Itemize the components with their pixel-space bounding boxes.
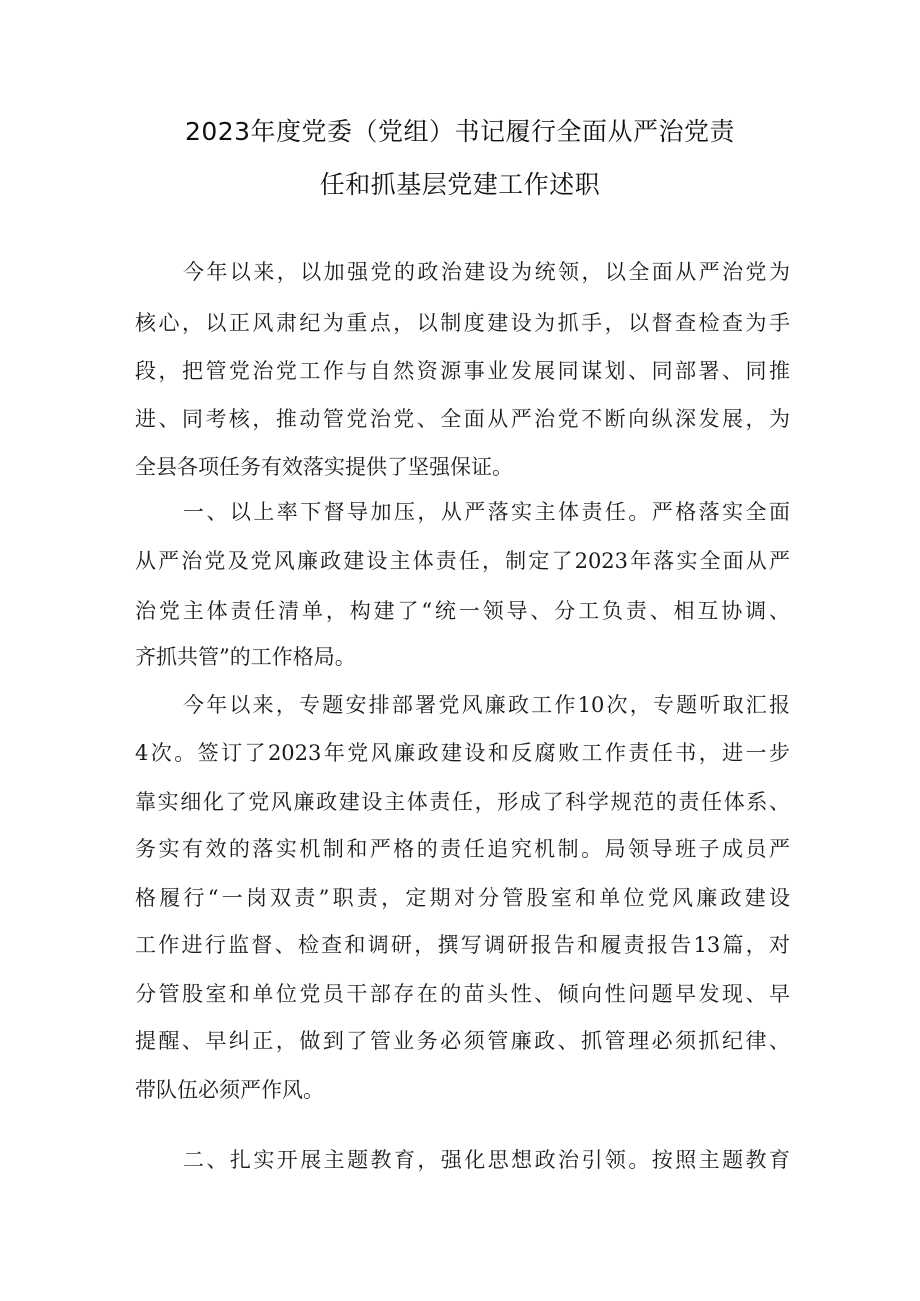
paragraph-line: 4次。签订了2023年党风廉政建设和反腐败工作责任书，进一步 — [135, 741, 790, 765]
paragraph-line: 治党主体责任清单，构建了“统一领导、分工负责、相互协调、 — [135, 599, 790, 623]
paragraph-line: 分管股室和单位党员干部存在的苗头性、倾向性问题早发现、早 — [135, 982, 790, 1006]
paragraph-line: 务实有效的落实机制和严格的责任追究机制。局领导班子成员严 — [135, 837, 790, 861]
paragraph-line: 工作进行监督、检查和调研，撰写调研报告和履责报告13篇，对 — [135, 933, 790, 957]
paragraph-line: 格履行“一岗双责”职责，定期对分管股室和单位党风廉政建设 — [135, 886, 790, 910]
paragraph-line: 段，把管党治党工作与自然资源事业发展同谋划、同部署、同推 — [135, 359, 790, 383]
paragraph-line: 核心，以正风肃纪为重点，以制度建设为抓手，以督查检查为手 — [135, 311, 790, 335]
paragraph-line: 进、同考核，推动管党治党、全面从严治党不断向纵深发展，为 — [135, 407, 790, 431]
document-title-line-2: 任和抓基层党建工作述职 — [319, 170, 601, 199]
paragraph-line: 今年以来，专题安排部署党风廉政工作10次，专题听取汇报 — [183, 693, 790, 717]
paragraph-line: 提醒、早纠正，做到了管业务必须管廉政、抓管理必须抓纪律、 — [135, 1029, 790, 1053]
paragraph-line: 靠实细化了党风廉政建设主体责任，形成了科学规范的责任体系、 — [135, 790, 790, 814]
paragraph-line: 齐抓共管”的工作格局。 — [135, 645, 356, 669]
document-title-line-1: 2023年度党委（党组）书记履行全面从严治党责 — [184, 117, 736, 146]
paragraph-line: 今年以来，以加强党的政治建设为统领，以全面从严治党为 — [183, 260, 790, 284]
paragraph-line: 二、扎实开展主题教育，强化思想政治引领。按照主题教育 — [183, 1148, 790, 1172]
paragraph-line: 全县各项任务有效落实提供了坚强保证。 — [135, 455, 513, 479]
paragraph-line: 带队伍必须严作风。 — [135, 1078, 324, 1102]
paragraph-line: 一、以上率下督导加压，从严落实主体责任。严格落实全面 — [183, 500, 790, 524]
paragraph-line: 从严治党及党风廉政建设主体责任，制定了2023年落实全面从严 — [135, 549, 790, 573]
